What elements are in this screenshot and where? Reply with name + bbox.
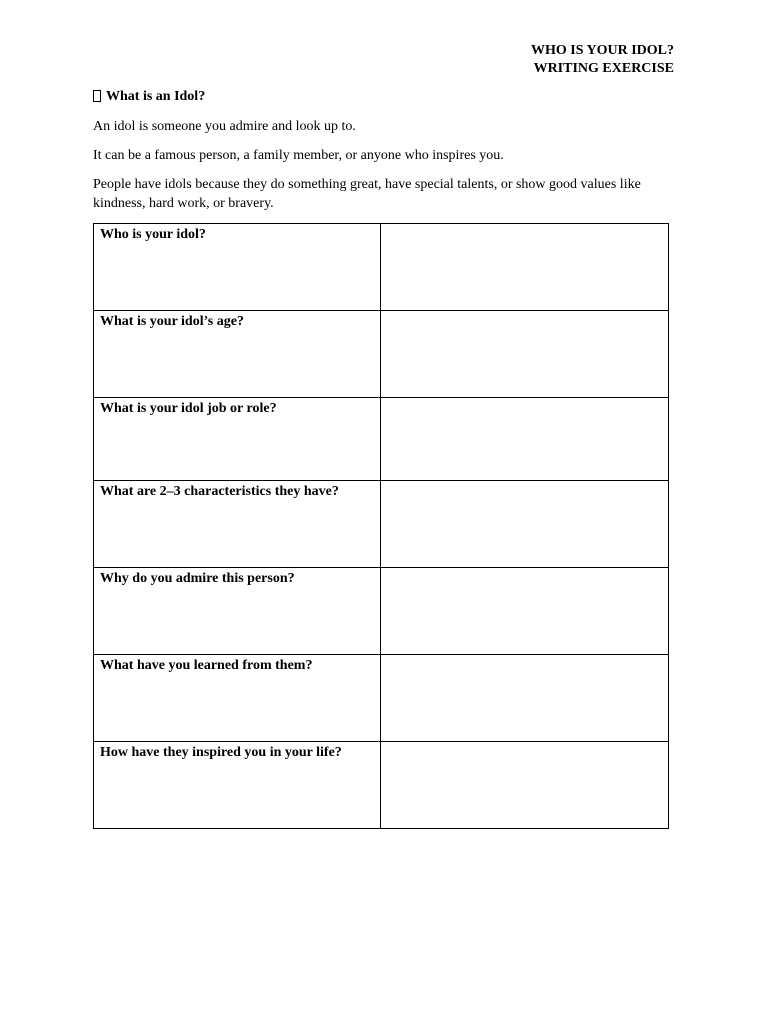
worksheet-title: WHO IS YOUR IDOL? [530,43,674,58]
table-row [94,481,669,568]
question-table [93,223,669,829]
intro-paragraph-2: It can be a famous person, a family member, or anyone who inspires you. [93,148,504,163]
intro-paragraph-1: An idol is someone you admire and look up to. [93,119,356,134]
answer-cell[interactable] [381,742,669,829]
section-heading-text: What is an Idol? [106,89,206,104]
question-cell: Who is your idol? [94,224,381,311]
worksheet-subtitle: WRITING EXERCISE [533,61,674,76]
table-row [94,224,669,311]
table-row [94,311,669,398]
answer-cell[interactable] [381,224,669,311]
worksheet-header [531,42,674,78]
missing-glyph-icon [93,90,101,102]
answer-cell[interactable] [381,655,669,742]
table-row [94,398,669,481]
answer-cell[interactable] [381,568,669,655]
intro-paragraph-3: People have idols because they do something great, have special talents, or show good values like kindness, hard work, or bravery. [93,177,641,211]
question-cell: How have they inspired you in your life? [94,742,381,829]
question-cell: What is your idol job or role? [94,398,381,481]
question-cell: What are 2–3 characteristics they have? [94,481,381,568]
table-row [94,655,669,742]
question-cell: What is your idol’s age? [94,311,381,398]
table-row [94,568,669,655]
answer-cell[interactable] [381,398,669,481]
section-heading [93,88,205,106]
table-row [94,742,669,829]
question-cell: Why do you admire this person? [94,568,381,655]
answer-cell[interactable] [381,311,669,398]
answer-cell[interactable] [381,481,669,568]
question-cell: What have you learned from them? [94,655,381,742]
